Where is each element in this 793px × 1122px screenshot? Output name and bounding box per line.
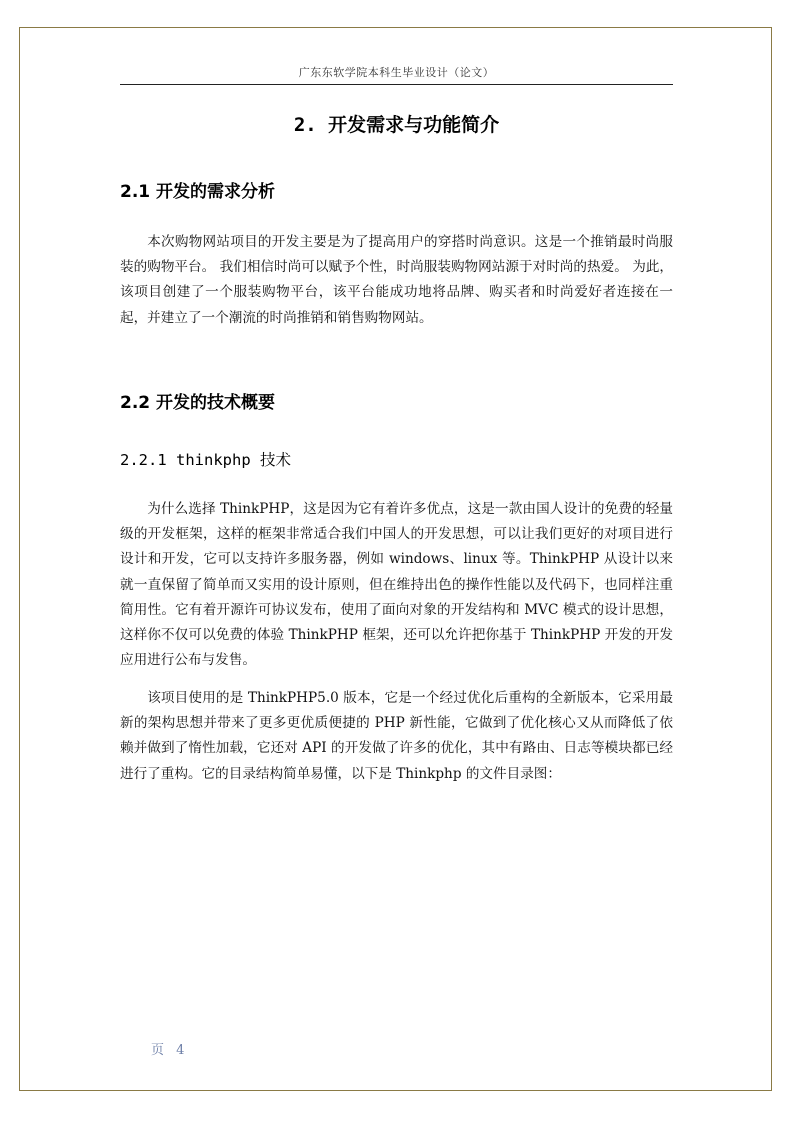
paragraph-requirements: 本次购物网站项目的开发主要是为了提高用户的穿搭时尚意识。这是一个推销最时尚服装的购物平台。 我们相信时尚可以赋予个性，时尚服装购物网站源于对时尚的热爱。 为此，该项目创建了一个服装购物平台，该平台能成功地将品牌、购买者和时尚爱好者连接在一起，并建立了一个潮流的时尚推销和销售购物网站。 [120, 234, 673, 326]
paragraph-thinkphp-intro: 为什么选择 ThinkPHP，这是因为它有着许多优点，这是一款由国人设计的免费的轻量级的开发框架，这样的框架非常适合我们中国人的开发思想，可以让我们更好的对项目进行设计和开发，它可以支持许多服务器，例如 windows、linux 等。ThinkPHP 从设计以来就一直保留了简单而又实用的设计原则，但在维持出色的操作性能以及代码下，也同样注重简用性。它有着开源许可协议发布，使用了面向对象的开发结构和 MVC 模式的设计思想，这样你不仅可以免费的体验 ThinkPHP 框架，还可以允许把你基于 ThinkPHP 开发的开发应用进行公布与发售。 [120, 501, 673, 669]
paragraph-thinkphp-version: 该项目使用的是 ThinkPHP5.0 版本，它是一个经过优化后重构的全新版本，它采用最新的架构思想并带来了更多更优质便捷的 PHP 新性能，它做到了优化核心又从而降低了依赖并做到了惰性加载，它还对 API 的开发做了许多的优化，其中有路由、日志等模块都已经进行了重构。它的目录结构简单易懂，以下是 Thinkphp 的文件目录图： [120, 690, 673, 782]
subsection-title-2-2-1: 2.2.1 thinkphp 技术 [120, 451, 291, 469]
chapter-title: 2. 开发需求与功能简介 [293, 114, 500, 136]
page-number: 页 4 [151, 1043, 189, 1058]
header-rule [120, 84, 673, 85]
section-title-2-1: 2.1 开发的需求分析 [120, 182, 276, 202]
running-header: 广东东软学院本科生毕业设计（论文） [298, 66, 495, 79]
section-title-2-2: 2.2 开发的技术概要 [120, 393, 276, 413]
